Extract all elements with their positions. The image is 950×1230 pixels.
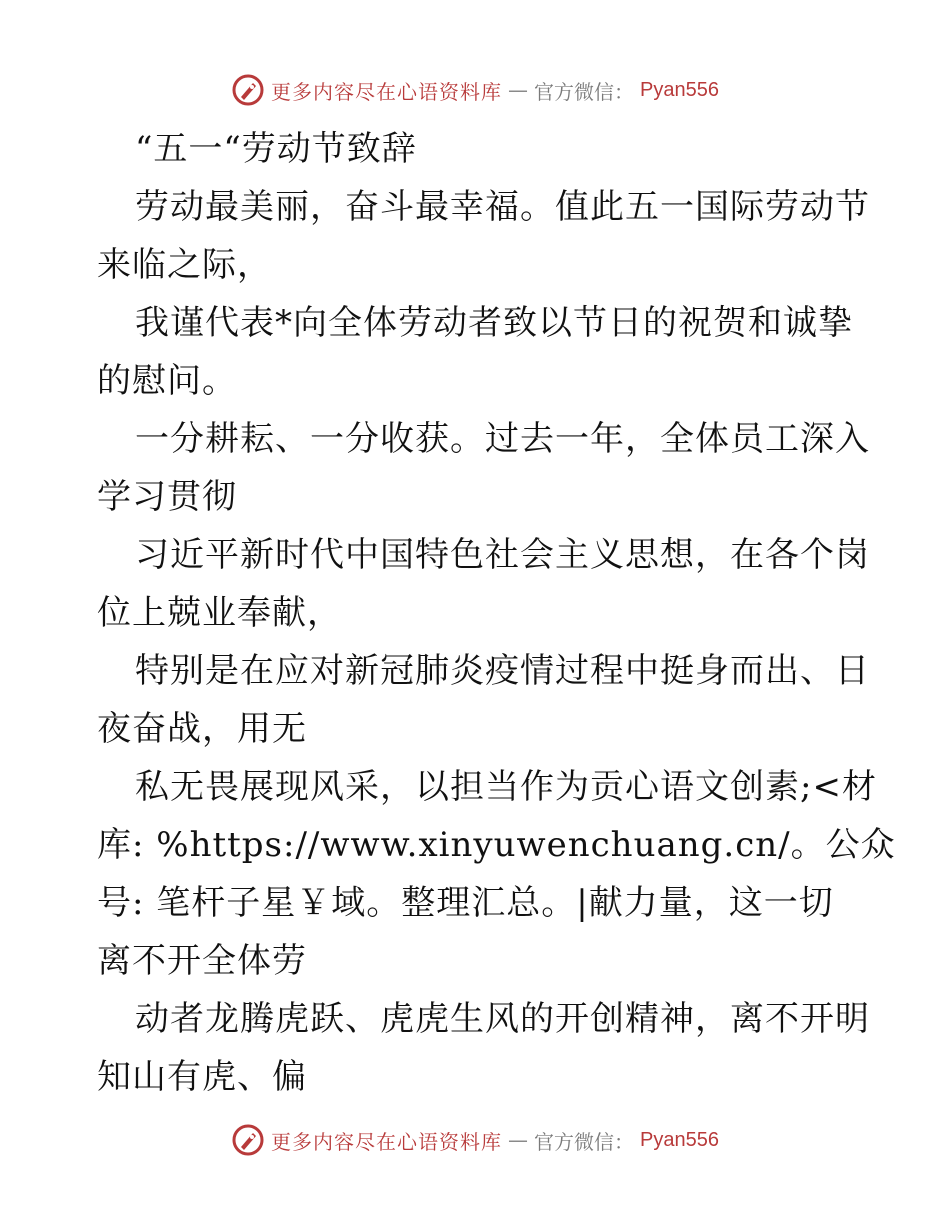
paragraph-line: 的慰问。 xyxy=(97,361,237,401)
paragraph-line: 来临之际， xyxy=(97,245,272,285)
paragraph-line: 动者龙腾虎跃、虎虎生风的开创精神，离不开明 xyxy=(135,999,870,1039)
paragraph-line: 位上兢业奉献， xyxy=(97,593,342,633)
banner-separator: — xyxy=(508,78,529,102)
document-title: “五一“劳动节致辞 xyxy=(135,129,417,169)
banner-wechat-label: 官方微信： xyxy=(534,1129,635,1154)
paragraph-line: 学习贯彻 xyxy=(97,477,237,517)
header-banner xyxy=(0,70,950,110)
banner-main-text: 更多内容尽在心语资料库 xyxy=(271,79,503,104)
footer-banner xyxy=(0,1120,950,1160)
paragraph-line: 夜奋战，用无 xyxy=(97,709,307,749)
paragraph-line: 号: 笔杆子星￥域。整理汇总。|献力量，这一切 xyxy=(97,883,834,923)
banner-wechat-id: Pyan556 xyxy=(640,1128,719,1151)
paragraph-line: 私无畏展现风采，以担当作为贡心语文创素;<材 xyxy=(135,767,877,807)
paragraph-line: 劳动最美丽，奋斗最幸福。值此五一国际劳动节 xyxy=(135,187,870,227)
banner-wechat-id: Pyan556 xyxy=(640,78,719,101)
banner-wechat-label: 官方微信： xyxy=(534,79,635,104)
banner-main-text: 更多内容尽在心语资料库 xyxy=(271,1129,503,1154)
paragraph-line: 库: %https://www.xinyuwenchuang.cn/。公众 xyxy=(97,825,896,865)
paragraph-line: 离不开全体劳 xyxy=(97,941,307,981)
paragraph-line: 习近平新时代中国特色社会主义思想，在各个岗 xyxy=(135,535,870,575)
pen-nib-logo-icon xyxy=(231,1123,265,1157)
banner-separator: — xyxy=(508,1128,529,1152)
paragraph-line: 特别是在应对新冠肺炎疫情过程中挺身而出、日 xyxy=(135,651,870,691)
paragraph-line: 我谨代表*向全体劳动者致以节日的祝贺和诚挚 xyxy=(135,303,853,343)
paragraph-line: 一分耕耘、一分收获。过去一年，全体员工深入 xyxy=(135,419,870,459)
paragraph-line: 知山有虎、偏 xyxy=(97,1057,307,1097)
document-body xyxy=(97,120,896,1106)
pen-nib-logo-icon xyxy=(231,73,265,107)
